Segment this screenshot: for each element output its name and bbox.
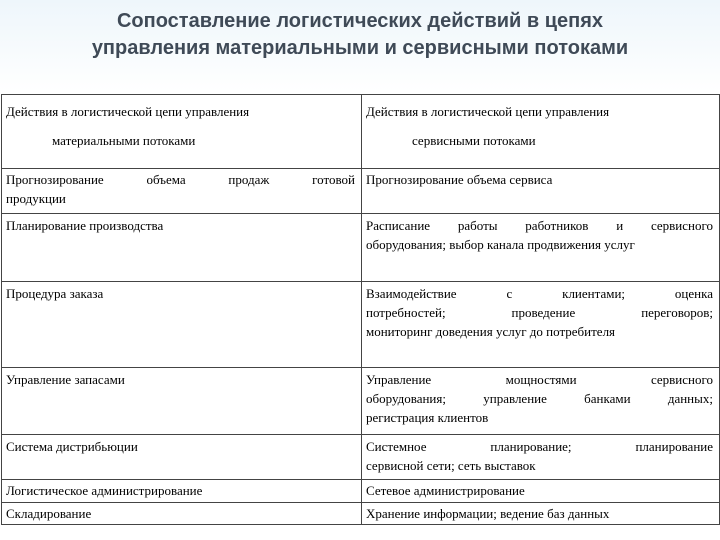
header-service-line-2: сервисными потоками bbox=[412, 133, 536, 148]
service-cell bbox=[362, 435, 720, 480]
material-cell bbox=[2, 435, 362, 480]
service-cell bbox=[362, 214, 720, 282]
material-cell bbox=[2, 368, 362, 435]
cell-line: Управление мощностями сервисного bbox=[366, 372, 713, 387]
table-row bbox=[2, 480, 720, 503]
cell-line: Управление запасами bbox=[6, 372, 125, 387]
cell-line: продукции bbox=[6, 191, 66, 206]
cell-line: Прогнозирование объема сервиса bbox=[366, 172, 553, 187]
material-cell bbox=[2, 282, 362, 368]
header-cell-service bbox=[362, 95, 720, 169]
header-service-line-1: Действия в логистической цепи управления bbox=[366, 104, 610, 119]
cell-line: Логистическое администрирование bbox=[6, 483, 203, 498]
header-material-line-2: материальными потоками bbox=[52, 133, 196, 148]
comparison-table bbox=[1, 94, 720, 525]
cell-line: Система дистрибьюции bbox=[6, 439, 138, 454]
header-material-line-1: Действия в логистической цепи управления bbox=[6, 104, 250, 119]
table-row bbox=[2, 282, 720, 368]
table-row bbox=[2, 214, 720, 282]
service-cell bbox=[362, 169, 720, 214]
cell-line: Планирование производства bbox=[6, 218, 164, 233]
table-header-row bbox=[2, 95, 720, 169]
cell-line: Прогнозирование объема продаж готовой bbox=[6, 172, 355, 187]
table-row bbox=[2, 368, 720, 435]
service-cell bbox=[362, 503, 720, 525]
cell-line: Расписание работы работников и сервисного bbox=[366, 218, 713, 233]
cell-line: Сетевое администрирование bbox=[366, 483, 525, 498]
table-row bbox=[2, 169, 720, 214]
service-cell bbox=[362, 282, 720, 368]
slide-title-line-2: управления материальными и сервисными потоками bbox=[91, 37, 629, 59]
cell-line: оборудования; выбор канала продвижения услуг bbox=[366, 237, 635, 252]
table-row bbox=[2, 435, 720, 480]
service-cell bbox=[362, 480, 720, 503]
slide-title bbox=[0, 8, 720, 62]
cell-line: Взаимодействие с клиентами; оценка bbox=[366, 286, 713, 301]
slide-title-line-1: Сопоставление логистических действий в цепях bbox=[116, 10, 604, 32]
cell-line: Системное планирование; планирование bbox=[366, 439, 713, 454]
cell-line: оборудования; управление банками данных; bbox=[366, 391, 713, 406]
cell-line: сервисной сети; сеть выставок bbox=[366, 458, 536, 473]
cell-line: Складирование bbox=[6, 506, 92, 521]
cell-line: потребностей; проведение переговоров; bbox=[366, 305, 713, 320]
cell-line: Хранение информации; ведение баз данных bbox=[366, 506, 610, 521]
cell-line: регистрация клиентов bbox=[366, 410, 489, 425]
table-row bbox=[2, 503, 720, 525]
material-cell bbox=[2, 214, 362, 282]
material-cell bbox=[2, 480, 362, 503]
material-cell bbox=[2, 169, 362, 214]
cell-line: Процедура заказа bbox=[6, 286, 104, 301]
header-cell-material bbox=[2, 95, 362, 169]
service-cell bbox=[362, 368, 720, 435]
material-cell bbox=[2, 503, 362, 525]
cell-line: мониторинг доведения услуг до потребителя bbox=[366, 324, 616, 339]
